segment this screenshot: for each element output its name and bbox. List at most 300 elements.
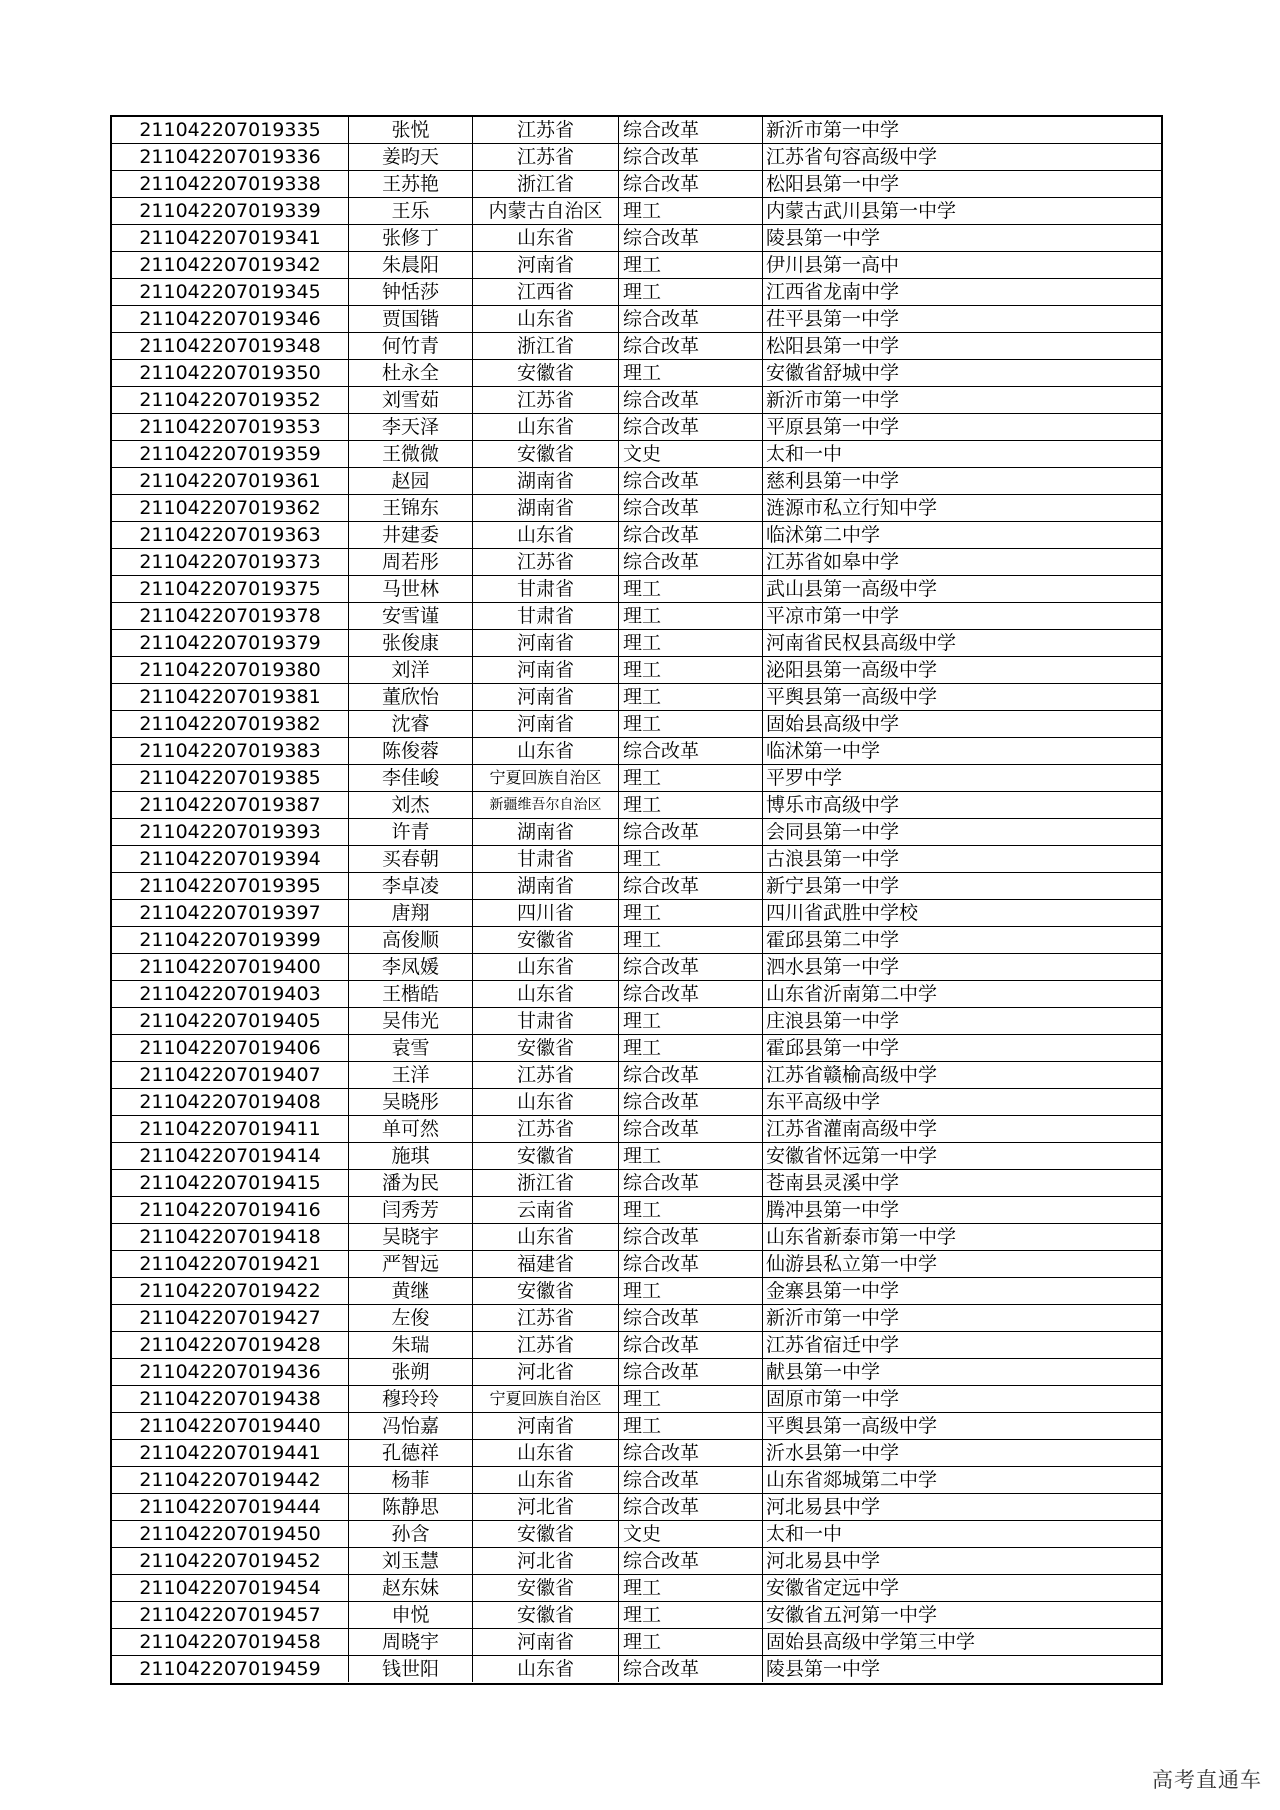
province-cell: 甘肃省 xyxy=(473,1008,619,1034)
student-id-cell: 211042207019405 xyxy=(112,1008,349,1034)
province-cell: 山东省 xyxy=(473,522,619,548)
student-id-cell: 211042207019397 xyxy=(112,900,349,926)
table-row xyxy=(112,1548,1161,1575)
province-cell: 山东省 xyxy=(473,225,619,251)
student-name-cell: 李卓凌 xyxy=(349,873,473,899)
province-cell: 安徽省 xyxy=(473,1602,619,1628)
student-name-cell: 张修丁 xyxy=(349,225,473,251)
student-name-cell: 王洋 xyxy=(349,1062,473,1088)
student-id-cell: 211042207019407 xyxy=(112,1062,349,1088)
category-cell: 综合改革 xyxy=(619,171,763,197)
school-cell: 沂水县第一中学 xyxy=(766,1442,900,1464)
category-cell: 综合改革 xyxy=(619,225,763,251)
school-cell: 松阳县第一中学 xyxy=(766,173,900,195)
student-name-cell: 许青 xyxy=(349,819,473,845)
province-cell: 安徽省 xyxy=(473,360,619,386)
student-name-cell: 严智远 xyxy=(349,1251,473,1277)
table-row xyxy=(112,792,1161,819)
student-name-cell: 买春朝 xyxy=(349,846,473,872)
category-cell: 理工 xyxy=(619,603,763,629)
province-cell: 山东省 xyxy=(473,1656,619,1682)
table-row xyxy=(112,1602,1161,1629)
province-cell: 江苏省 xyxy=(473,1305,619,1331)
province-cell: 甘肃省 xyxy=(473,846,619,872)
province-cell: 甘肃省 xyxy=(473,603,619,629)
student-id-cell: 211042207019436 xyxy=(112,1359,349,1385)
province-cell: 四川省 xyxy=(473,900,619,926)
province-cell: 安徽省 xyxy=(473,1035,619,1061)
category-cell: 理工 xyxy=(619,1413,763,1439)
category-cell: 理工 xyxy=(619,1143,763,1169)
table-row xyxy=(112,1116,1161,1143)
table-row xyxy=(112,1089,1161,1116)
table-row xyxy=(112,1305,1161,1332)
school-cell: 陵县第一中学 xyxy=(766,227,881,249)
province-cell: 浙江省 xyxy=(473,1170,619,1196)
table-row xyxy=(112,306,1161,333)
student-name-cell: 单可然 xyxy=(349,1116,473,1142)
student-id-cell: 211042207019387 xyxy=(112,792,349,818)
student-id-cell: 211042207019361 xyxy=(112,468,349,494)
category-cell: 综合改革 xyxy=(619,144,763,170)
student-name-cell: 朱瑞 xyxy=(349,1332,473,1358)
province-cell: 山东省 xyxy=(473,738,619,764)
student-name-cell: 潘为民 xyxy=(349,1170,473,1196)
school-cell: 陵县第一中学 xyxy=(766,1658,881,1680)
school-cell: 临沭第一中学 xyxy=(766,740,881,762)
category-cell: 综合改革 xyxy=(619,117,763,143)
table-row xyxy=(112,603,1161,630)
table-row xyxy=(112,1656,1161,1683)
province-cell: 山东省 xyxy=(473,981,619,1007)
student-id-cell: 211042207019403 xyxy=(112,981,349,1007)
student-id-cell: 211042207019373 xyxy=(112,549,349,575)
table-row xyxy=(112,711,1161,738)
table-row xyxy=(112,387,1161,414)
province-cell: 江西省 xyxy=(473,279,619,305)
student-id-cell: 211042207019380 xyxy=(112,657,349,683)
student-id-cell: 211042207019441 xyxy=(112,1440,349,1466)
province-cell: 安徽省 xyxy=(473,1278,619,1304)
category-cell: 理工 xyxy=(619,1629,763,1655)
school-cell: 平原县第一中学 xyxy=(766,416,900,438)
category-cell: 理工 xyxy=(619,1197,763,1223)
table-row xyxy=(112,1197,1161,1224)
table-row xyxy=(112,279,1161,306)
student-id-cell: 211042207019399 xyxy=(112,927,349,953)
school-cell: 固原市第一中学 xyxy=(766,1388,900,1410)
table-row xyxy=(112,360,1161,387)
category-cell: 综合改革 xyxy=(619,1251,763,1277)
category-cell: 理工 xyxy=(619,360,763,386)
table-row xyxy=(112,171,1161,198)
category-cell: 综合改革 xyxy=(619,495,763,521)
student-name-cell: 董欣怡 xyxy=(349,684,473,710)
student-id-cell: 211042207019406 xyxy=(112,1035,349,1061)
school-cell: 平罗中学 xyxy=(766,767,843,789)
school-cell: 苍南县灵溪中学 xyxy=(766,1172,900,1194)
student-name-cell: 陈俊蓉 xyxy=(349,738,473,764)
school-cell: 新沂市第一中学 xyxy=(766,119,900,141)
category-cell: 理工 xyxy=(619,1602,763,1628)
table-row xyxy=(112,1035,1161,1062)
student-id-cell: 211042207019408 xyxy=(112,1089,349,1115)
student-name-cell: 张悦 xyxy=(349,117,473,143)
school-cell: 茌平县第一中学 xyxy=(766,308,900,330)
province-cell: 山东省 xyxy=(473,414,619,440)
school-cell: 霍邱县第一中学 xyxy=(766,1037,900,1059)
student-name-cell: 杜永全 xyxy=(349,360,473,386)
student-name-cell: 冯怡嘉 xyxy=(349,1413,473,1439)
student-id-cell: 211042207019342 xyxy=(112,252,349,278)
student-name-cell: 王苏艳 xyxy=(349,171,473,197)
student-name-cell: 张俊康 xyxy=(349,630,473,656)
school-cell: 泌阳县第一高级中学 xyxy=(766,659,938,681)
school-cell: 腾冲县第一中学 xyxy=(766,1199,900,1221)
watermark-text: 高考直通车 xyxy=(1152,1768,1262,1792)
student-name-cell: 刘雪茹 xyxy=(349,387,473,413)
table-row xyxy=(112,252,1161,279)
category-cell: 综合改革 xyxy=(619,549,763,575)
student-id-cell: 211042207019381 xyxy=(112,684,349,710)
category-cell: 理工 xyxy=(619,279,763,305)
student-id-cell: 211042207019335 xyxy=(112,117,349,143)
school-cell: 新沂市第一中学 xyxy=(766,1307,900,1329)
province-cell: 山东省 xyxy=(473,1440,619,1466)
category-cell: 综合改革 xyxy=(619,873,763,899)
category-cell: 综合改革 xyxy=(619,1332,763,1358)
student-id-cell: 211042207019414 xyxy=(112,1143,349,1169)
category-cell: 综合改革 xyxy=(619,1116,763,1142)
province-cell: 河南省 xyxy=(473,657,619,683)
school-cell: 四川省武胜中学校 xyxy=(766,902,919,924)
school-cell: 临沭第二中学 xyxy=(766,524,881,546)
school-cell: 山东省郯城第二中学 xyxy=(766,1469,938,1491)
province-cell: 河北省 xyxy=(473,1494,619,1520)
student-name-cell: 周若彤 xyxy=(349,549,473,575)
school-cell: 安徽省五河第一中学 xyxy=(766,1604,938,1626)
province-cell: 浙江省 xyxy=(473,333,619,359)
student-id-cell: 211042207019379 xyxy=(112,630,349,656)
province-cell: 湖南省 xyxy=(473,819,619,845)
category-cell: 综合改革 xyxy=(619,522,763,548)
student-id-cell: 211042207019348 xyxy=(112,333,349,359)
table-row xyxy=(112,657,1161,684)
student-id-cell: 211042207019458 xyxy=(112,1629,349,1655)
student-name-cell: 穆玲玲 xyxy=(349,1386,473,1412)
student-id-cell: 211042207019378 xyxy=(112,603,349,629)
student-id-cell: 211042207019382 xyxy=(112,711,349,737)
category-cell: 理工 xyxy=(619,765,763,791)
province-cell: 云南省 xyxy=(473,1197,619,1223)
table-row xyxy=(112,1575,1161,1602)
student-name-cell: 赵东妹 xyxy=(349,1575,473,1601)
table-row xyxy=(112,1278,1161,1305)
province-cell: 山东省 xyxy=(473,1089,619,1115)
category-cell: 理工 xyxy=(619,1575,763,1601)
table-row xyxy=(112,1629,1161,1656)
student-id-cell: 211042207019394 xyxy=(112,846,349,872)
category-cell: 理工 xyxy=(619,630,763,656)
student-name-cell: 吴晓彤 xyxy=(349,1089,473,1115)
school-cell: 安徽省舒城中学 xyxy=(766,362,900,384)
category-cell: 综合改革 xyxy=(619,387,763,413)
student-name-cell: 左俊 xyxy=(349,1305,473,1331)
province-cell: 山东省 xyxy=(473,1224,619,1250)
category-cell: 综合改革 xyxy=(619,1089,763,1115)
student-name-cell: 贾国锴 xyxy=(349,306,473,332)
table-row xyxy=(112,117,1161,144)
category-cell: 理工 xyxy=(619,1035,763,1061)
school-cell: 河南省民权县高级中学 xyxy=(766,632,957,654)
student-id-cell: 211042207019375 xyxy=(112,576,349,602)
province-cell: 河南省 xyxy=(473,1629,619,1655)
province-cell: 安徽省 xyxy=(473,1143,619,1169)
category-cell: 文史 xyxy=(619,1521,763,1547)
school-cell: 泗水县第一中学 xyxy=(766,956,900,978)
student-name-cell: 何竹青 xyxy=(349,333,473,359)
category-cell: 理工 xyxy=(619,1008,763,1034)
table-row xyxy=(112,1170,1161,1197)
school-cell: 东平高级中学 xyxy=(766,1091,881,1113)
student-name-cell: 黄继 xyxy=(349,1278,473,1304)
province-cell: 河南省 xyxy=(473,711,619,737)
school-cell: 新宁县第一中学 xyxy=(766,875,900,897)
table-row xyxy=(112,981,1161,1008)
table-row xyxy=(112,1521,1161,1548)
student-id-cell: 211042207019444 xyxy=(112,1494,349,1520)
student-id-cell: 211042207019338 xyxy=(112,171,349,197)
school-cell: 江西省龙南中学 xyxy=(766,281,900,303)
student-id-cell: 211042207019459 xyxy=(112,1656,349,1682)
student-id-cell: 211042207019415 xyxy=(112,1170,349,1196)
table-row xyxy=(112,900,1161,927)
student-name-cell: 杨菲 xyxy=(349,1467,473,1493)
student-id-cell: 211042207019393 xyxy=(112,819,349,845)
province-cell: 江苏省 xyxy=(473,387,619,413)
school-cell: 安徽省怀远第一中学 xyxy=(766,1145,938,1167)
school-cell: 江苏省宿迁中学 xyxy=(766,1334,900,1356)
table-row xyxy=(112,495,1161,522)
category-cell: 理工 xyxy=(619,1278,763,1304)
province-cell: 湖南省 xyxy=(473,495,619,521)
student-name-cell: 吴晓宇 xyxy=(349,1224,473,1250)
province-cell: 安徽省 xyxy=(473,927,619,953)
student-name-cell: 周晓宇 xyxy=(349,1629,473,1655)
table-row xyxy=(112,1062,1161,1089)
province-cell: 湖南省 xyxy=(473,468,619,494)
category-cell: 综合改革 xyxy=(619,1656,763,1682)
province-cell: 江苏省 xyxy=(473,144,619,170)
student-name-cell: 孙含 xyxy=(349,1521,473,1547)
student-name-cell: 孔德祥 xyxy=(349,1440,473,1466)
student-id-cell: 211042207019350 xyxy=(112,360,349,386)
student-id-cell: 211042207019385 xyxy=(112,765,349,791)
student-name-cell: 钱世阳 xyxy=(349,1656,473,1682)
province-cell: 河南省 xyxy=(473,684,619,710)
school-cell: 江苏省灌南高级中学 xyxy=(766,1118,938,1140)
table-row xyxy=(112,819,1161,846)
province-cell: 江苏省 xyxy=(473,1062,619,1088)
school-cell: 山东省新泰市第一中学 xyxy=(766,1226,957,1248)
school-cell: 霍邱县第二中学 xyxy=(766,929,900,951)
student-id-cell: 211042207019346 xyxy=(112,306,349,332)
student-id-cell: 211042207019383 xyxy=(112,738,349,764)
table-row xyxy=(112,522,1161,549)
table-row xyxy=(112,1359,1161,1386)
student-name-cell: 闫秀芳 xyxy=(349,1197,473,1223)
student-name-cell: 刘杰 xyxy=(349,792,473,818)
province-cell: 甘肃省 xyxy=(473,576,619,602)
student-name-cell: 高俊顺 xyxy=(349,927,473,953)
province-cell: 河南省 xyxy=(473,1413,619,1439)
student-id-cell: 211042207019442 xyxy=(112,1467,349,1493)
province-cell: 河北省 xyxy=(473,1548,619,1574)
province-cell: 江苏省 xyxy=(473,1116,619,1142)
province-cell: 山东省 xyxy=(473,306,619,332)
category-cell: 综合改革 xyxy=(619,1224,763,1250)
student-name-cell: 王锦东 xyxy=(349,495,473,521)
table-row xyxy=(112,684,1161,711)
school-cell: 古浪县第一中学 xyxy=(766,848,900,870)
school-cell: 江苏省句容高级中学 xyxy=(766,146,938,168)
student-name-cell: 井建委 xyxy=(349,522,473,548)
student-id-cell: 211042207019411 xyxy=(112,1116,349,1142)
table-row xyxy=(112,468,1161,495)
student-name-cell: 李凤媛 xyxy=(349,954,473,980)
student-id-cell: 211042207019339 xyxy=(112,198,349,224)
student-name-cell: 陈静思 xyxy=(349,1494,473,1520)
table-row xyxy=(112,576,1161,603)
category-cell: 综合改革 xyxy=(619,1170,763,1196)
category-cell: 综合改革 xyxy=(619,738,763,764)
province-cell: 安徽省 xyxy=(473,1575,619,1601)
table-row xyxy=(112,1251,1161,1278)
category-cell: 理工 xyxy=(619,198,763,224)
student-name-cell: 王楷皓 xyxy=(349,981,473,1007)
province-cell: 宁夏回族自治区 xyxy=(473,1386,619,1412)
category-cell: 综合改革 xyxy=(619,954,763,980)
province-cell: 安徽省 xyxy=(473,441,619,467)
category-cell: 理工 xyxy=(619,252,763,278)
school-cell: 山东省沂南第二中学 xyxy=(766,983,938,1005)
category-cell: 理工 xyxy=(619,927,763,953)
student-name-cell: 李天泽 xyxy=(349,414,473,440)
student-id-cell: 211042207019336 xyxy=(112,144,349,170)
student-id-cell: 211042207019363 xyxy=(112,522,349,548)
student-id-cell: 211042207019418 xyxy=(112,1224,349,1250)
student-id-cell: 211042207019345 xyxy=(112,279,349,305)
student-name-cell: 朱晨阳 xyxy=(349,252,473,278)
student-name-cell: 安雪谨 xyxy=(349,603,473,629)
student-id-cell: 211042207019422 xyxy=(112,1278,349,1304)
category-cell: 理工 xyxy=(619,792,763,818)
category-cell: 理工 xyxy=(619,576,763,602)
table-row xyxy=(112,1413,1161,1440)
table-row xyxy=(112,414,1161,441)
student-id-cell: 211042207019353 xyxy=(112,414,349,440)
table-row xyxy=(112,954,1161,981)
category-cell: 文史 xyxy=(619,441,763,467)
category-cell: 综合改革 xyxy=(619,1548,763,1574)
student-id-cell: 211042207019440 xyxy=(112,1413,349,1439)
table-row xyxy=(112,441,1161,468)
category-cell: 理工 xyxy=(619,846,763,872)
student-id-cell: 211042207019395 xyxy=(112,873,349,899)
school-cell: 固始县高级中学 xyxy=(766,713,900,735)
table-row xyxy=(112,225,1161,252)
category-cell: 理工 xyxy=(619,900,763,926)
category-cell: 综合改革 xyxy=(619,819,763,845)
province-cell: 新疆维吾尔自治区 xyxy=(473,792,619,818)
student-name-cell: 王微微 xyxy=(349,441,473,467)
table-row xyxy=(112,1332,1161,1359)
province-cell: 河南省 xyxy=(473,630,619,656)
province-cell: 内蒙古自治区 xyxy=(473,198,619,224)
category-cell: 理工 xyxy=(619,657,763,683)
student-name-cell: 施琪 xyxy=(349,1143,473,1169)
student-id-cell: 211042207019438 xyxy=(112,1386,349,1412)
category-cell: 综合改革 xyxy=(619,414,763,440)
table-row xyxy=(112,1386,1161,1413)
table-row xyxy=(112,846,1161,873)
school-cell: 松阳县第一中学 xyxy=(766,335,900,357)
province-cell: 宁夏回族自治区 xyxy=(473,765,619,791)
student-name-cell: 钟恬莎 xyxy=(349,279,473,305)
student-name-cell: 吴伟光 xyxy=(349,1008,473,1034)
school-cell: 献县第一中学 xyxy=(766,1361,881,1383)
table-row xyxy=(112,765,1161,792)
school-cell: 安徽省定远中学 xyxy=(766,1577,900,1599)
table-row xyxy=(112,873,1161,900)
school-cell: 会同县第一中学 xyxy=(766,821,900,843)
province-cell: 湖南省 xyxy=(473,873,619,899)
student-id-cell: 211042207019452 xyxy=(112,1548,349,1574)
table-row xyxy=(112,1494,1161,1521)
category-cell: 综合改革 xyxy=(619,1467,763,1493)
student-id-cell: 211042207019352 xyxy=(112,387,349,413)
student-name-cell: 申悦 xyxy=(349,1602,473,1628)
student-id-cell: 211042207019457 xyxy=(112,1602,349,1628)
category-cell: 综合改革 xyxy=(619,1359,763,1385)
school-cell: 固始县高级中学第三中学 xyxy=(766,1631,976,1653)
student-name-cell: 王乐 xyxy=(349,198,473,224)
province-cell: 河南省 xyxy=(473,252,619,278)
school-cell: 伊川县第一高中 xyxy=(766,254,900,276)
school-cell: 江苏省赣榆高级中学 xyxy=(766,1064,938,1086)
province-cell: 山东省 xyxy=(473,954,619,980)
school-cell: 博乐市高级中学 xyxy=(766,794,900,816)
school-cell: 平凉市第一中学 xyxy=(766,605,900,627)
school-cell: 金寨县第一中学 xyxy=(766,1280,900,1302)
province-cell: 安徽省 xyxy=(473,1521,619,1547)
table-row xyxy=(112,333,1161,360)
student-name-cell: 沈睿 xyxy=(349,711,473,737)
province-cell: 江苏省 xyxy=(473,1332,619,1358)
table-row xyxy=(112,1008,1161,1035)
table-row xyxy=(112,1143,1161,1170)
category-cell: 综合改革 xyxy=(619,1062,763,1088)
table-row xyxy=(112,1440,1161,1467)
category-cell: 综合改革 xyxy=(619,1305,763,1331)
student-name-cell: 张朔 xyxy=(349,1359,473,1385)
student-name-cell: 李佳峻 xyxy=(349,765,473,791)
student-name-cell: 赵园 xyxy=(349,468,473,494)
table-row xyxy=(112,144,1161,171)
category-cell: 综合改革 xyxy=(619,1440,763,1466)
school-cell: 平舆县第一高级中学 xyxy=(766,1415,938,1437)
student-name-cell: 刘洋 xyxy=(349,657,473,683)
